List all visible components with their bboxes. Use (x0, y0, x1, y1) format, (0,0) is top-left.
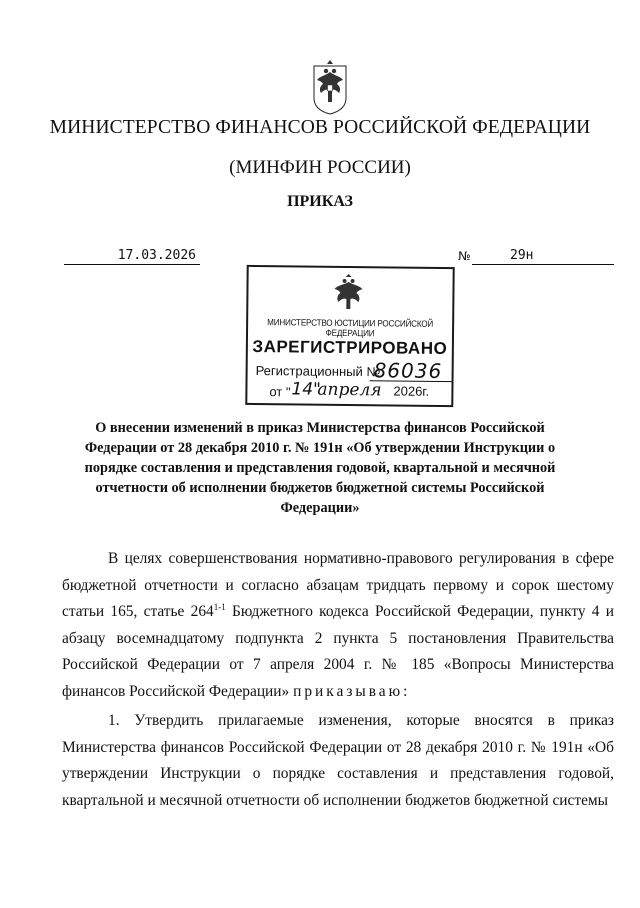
registration-stamp (245, 265, 454, 407)
ministry-short-name: (МИНФИН РОССИИ) (229, 157, 411, 178)
document-type: ПРИКАЗ (287, 193, 353, 210)
document-date: 17.03.2026 (117, 248, 196, 263)
stamp-coat-of-arms-icon (330, 274, 366, 312)
coat-of-arms-icon (311, 58, 349, 116)
document-number: 29н (510, 248, 534, 263)
date-field (64, 246, 200, 265)
stamp-ministry: МИНИСТЕРСТВО ЮСТИЦИИ РОССИЙСКОЙ ФЕДЕРАЦИИ (267, 317, 434, 339)
stamp-day: 14" (291, 379, 321, 400)
number-field (472, 246, 614, 265)
paragraph-item-1: 1. Утвердить прилагаемые изменения, которые вносятся в приказ Министерства финансов Российской Федерации от 28 декабря 2010 г. № 191н «Об утверждении Инструкции о порядке составления и представления годовой, квартальной и месячной отчетности об исполнении бюджетов бюджетной системы (62, 712, 614, 809)
stamp-reg-label: Регистрационный № (255, 363, 381, 380)
stamp-year: 2026г. (393, 383, 430, 399)
stamp-from-label: от " (269, 384, 291, 400)
paragraph-preamble (62, 546, 614, 705)
document-body (62, 546, 614, 814)
document-title: О внесении изменений в приказ Министерства финансов Российской Федерации от 28 декабря 2010 г. № 191н «Об утверждении Инструкции о порядке составления и представления годовой, квартальной и месячной отчетности об исполнении бюджетов бюджетной системы Российской Федерации» (84, 420, 556, 516)
stamp-reg-number: 86036 (373, 358, 443, 383)
ministry-name: МИНИСТЕРСТВО ФИНАНСОВ РОССИЙСКОЙ ФЕДЕРАЦИИ (49, 117, 591, 138)
order-word: приказываю: (293, 682, 411, 700)
stamp-month: апреля (317, 379, 382, 401)
preamble-text-1: В целях совершенствования нормативно-правового регулирования в сфере бюджетной отчетности и согласно абзацам тридцать первому и сорок шестому статьи 165, статье 264 (62, 550, 614, 620)
article-superscript: 1-1 (213, 601, 226, 612)
stamp-registered: ЗАРЕГИСТРИРОВАНО (252, 336, 448, 359)
number-sign: № (458, 249, 471, 263)
preamble-text-2: Бюджетного кодекса Российской Федерации, пункту 4 и абзацу восемнадцатому подпункта 2 пункта 5 постановления Правительства Российской Федерации от 7 апреля 2004 г. № 185 «Вопросы Министерства финансов Российской Федерации» (62, 603, 614, 700)
